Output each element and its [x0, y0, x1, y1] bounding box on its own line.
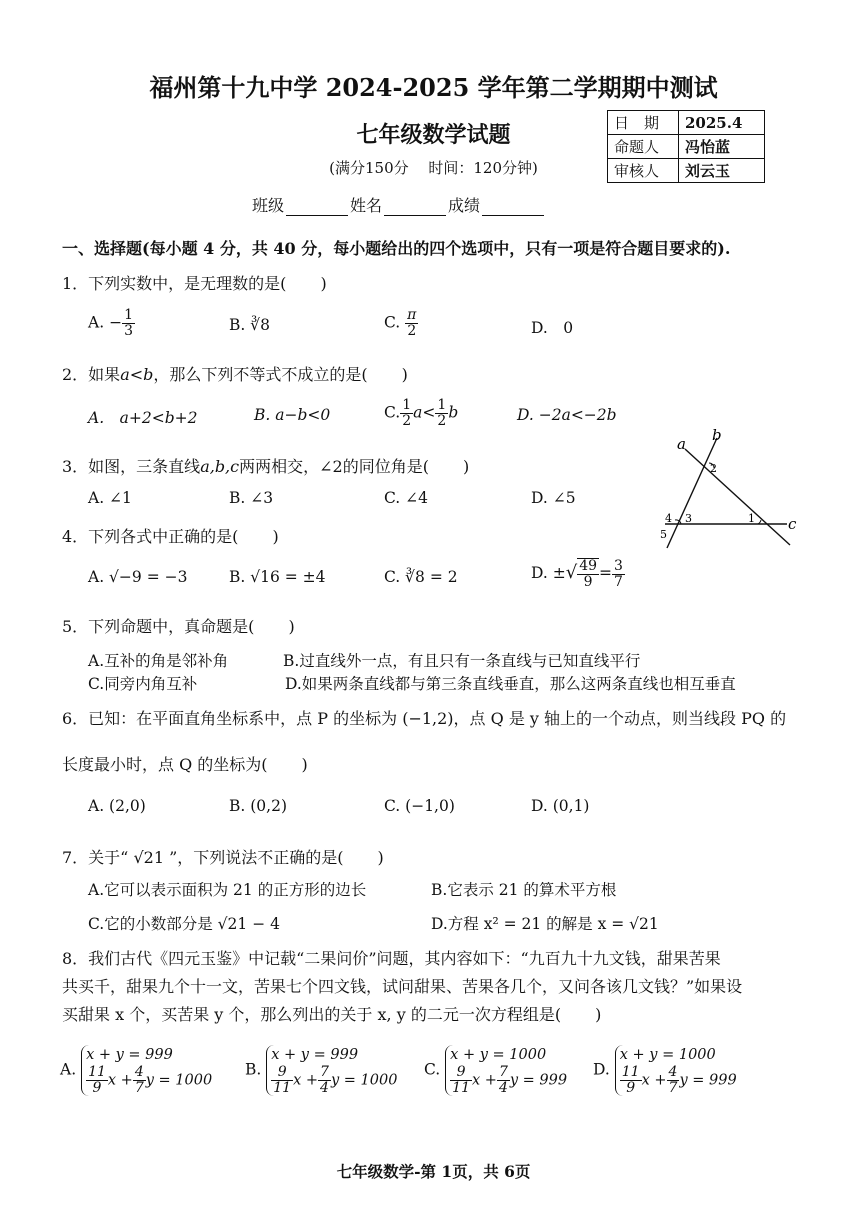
- equation-2: $\frac{9}{11}$ x + $\frac{7}{4}$ y = 1000: [273, 1064, 398, 1096]
- equation-1: x + y = 999: [271, 1047, 359, 1063]
- q8-option-a[interactable]: [60, 1045, 212, 1096]
- q2-option-d[interactable]: D. −2a<−2b: [517, 406, 617, 424]
- label-b: b: [712, 426, 722, 444]
- q5-option-a[interactable]: A.互补的角是邻补角: [88, 652, 229, 670]
- q8-option-c[interactable]: [424, 1045, 567, 1096]
- q3-option-c[interactable]: C. ∠4: [384, 489, 429, 507]
- equals: =: [599, 564, 613, 582]
- q3-vars: a,b,c: [200, 457, 240, 476]
- equation-2: $\frac{9}{11}$ x + $\frac{7}{4}$ y = 999: [452, 1064, 568, 1096]
- question-8-line-2: 共买千，甜果九个十一文，苦果七个四文钱，试问甜果、苦果各几个，又问各该几文钱？”如果设: [62, 977, 743, 996]
- q4-option-d[interactable]: D. ±√ $\frac{49}{9}$ = $\frac{3}{7}$: [531, 557, 623, 590]
- page-footer: 七年级数学-第 1页，共 6页: [336, 1162, 531, 1181]
- question-1-stem: [62, 271, 327, 294]
- q1-option-c[interactable]: [384, 308, 418, 339]
- question-6-line-2: [62, 752, 308, 775]
- q1-option-d[interactable]: D. 0: [531, 319, 574, 337]
- q6-option-c[interactable]: C. (−1,0): [384, 797, 455, 815]
- option-label: C.: [384, 313, 401, 332]
- q7-option-b[interactable]: B.它表示 21 的算术平方根: [431, 881, 617, 899]
- student-info-line: [252, 193, 546, 216]
- q5-option-d[interactable]: D.如果两条直线都与第三条直线垂直，那么这两条直线也相互垂直: [285, 675, 736, 693]
- q3-option-d[interactable]: D. ∠5: [531, 489, 576, 507]
- info-value: 冯怡蓝: [679, 135, 765, 159]
- q7-option-a[interactable]: A.它可以表示面积为 21 的正方形的边长: [88, 881, 367, 899]
- angle-4-label: 4: [665, 512, 672, 525]
- q2-option-b[interactable]: B. a−b<0: [254, 406, 331, 424]
- fraction: $\frac{\pi}{2}$: [407, 307, 417, 339]
- question-6-line-1: 6．已知：在平面直角坐标系中，点 P 的坐标为 (−1,2)，点 Q 是 y 轴上的一个动点，则当线段 PQ 的: [62, 709, 787, 728]
- q7-close: ): [377, 848, 384, 867]
- score-blank[interactable]: [482, 199, 544, 216]
- q2-option-c[interactable]: [384, 398, 458, 429]
- label-a: a: [677, 435, 686, 453]
- section-heading: 一、选择题(每小题 4 分，共 40 分，每小题给出的四个选项中，只有一项是符合题目要求的).: [62, 239, 731, 258]
- q5-option-b[interactable]: B.过直线外一点，有且只有一条直线与已知直线平行: [283, 652, 641, 670]
- three-lines-figure: [645, 425, 805, 555]
- option-label: B.: [229, 316, 246, 334]
- question-8-line-1: 8．我们古代《四元玉鉴》中记载“二果问价”问题，其内容如下：“九百九十九文钱，甜果苦果: [62, 949, 721, 968]
- equation-1: x + y = 1000: [619, 1047, 716, 1063]
- equation-1: x + y = 999: [86, 1047, 173, 1063]
- equation-system: [266, 1045, 397, 1096]
- option-label: D.: [593, 1060, 610, 1079]
- angle-3-label: 3: [685, 512, 692, 525]
- equation-system: [445, 1045, 567, 1096]
- q6-option-b[interactable]: B. (0,2): [229, 797, 287, 815]
- q4-option-b[interactable]: B. √16 = ±4: [229, 568, 326, 586]
- exam-subtitle: 七年级数学试题: [356, 122, 511, 148]
- q5-option-c[interactable]: C.同旁内角互补: [88, 675, 198, 693]
- fraction: $\frac{3}{7}$: [614, 557, 623, 590]
- angle-1-label: 1: [748, 512, 755, 525]
- name-blank[interactable]: [384, 199, 446, 216]
- info-table: [607, 110, 765, 183]
- fraction: $\frac{1}{2}$: [437, 397, 447, 429]
- q1-close: ): [320, 274, 327, 293]
- q2-text: 2．如果: [62, 365, 121, 384]
- option-label: B.: [245, 1060, 262, 1079]
- q4-option-a[interactable]: A. √−9 = −3: [88, 568, 188, 586]
- q7-option-c[interactable]: C.它的小数部分是 √21 − 4: [88, 915, 280, 933]
- angle-5-label: 5: [660, 528, 667, 541]
- q1-option-a[interactable]: [88, 308, 135, 339]
- info-key: 审核人: [608, 159, 679, 183]
- question-7-stem: [62, 845, 384, 868]
- line-a: [685, 449, 790, 545]
- q8-option-d[interactable]: [593, 1045, 737, 1096]
- equation-system: [81, 1045, 212, 1096]
- question-3-stem: [62, 454, 469, 477]
- q2-text-2: ，那么下列不等式不成立的是(: [153, 365, 368, 384]
- q5-text: 5．下列命题中，真命题是(: [62, 617, 255, 636]
- name-label: 姓名: [350, 196, 383, 215]
- class-blank[interactable]: [286, 199, 348, 216]
- q1-text: 1．下列实数中，是无理数的是(: [62, 274, 287, 293]
- label-c: c: [788, 515, 797, 533]
- class-label: 班级: [252, 196, 285, 215]
- q2-option-a[interactable]: A. a+2<b+2: [88, 409, 198, 427]
- angle-2-label: 2: [710, 462, 717, 475]
- q3-text-2: 两两相交，∠2的同位角是(: [239, 457, 429, 476]
- info-row-date: [608, 111, 765, 135]
- q4-text: 4．下列各式中正确的是(: [62, 527, 239, 546]
- info-key: 命题人: [608, 135, 679, 159]
- info-value: 2025.4: [679, 111, 765, 135]
- q3-option-b[interactable]: B. ∠3: [229, 489, 274, 507]
- equation-1: x + y = 1000: [450, 1047, 547, 1063]
- info-row-reviewer: [608, 159, 765, 183]
- option-label: C.: [424, 1060, 441, 1079]
- option-label: A.: [60, 1060, 77, 1079]
- question-5-stem: [62, 614, 295, 637]
- q6-option-a[interactable]: A. (2,0): [88, 797, 146, 815]
- equation-2: $\frac{11}{9}$ x + $\frac{4}{7}$ y = 1000: [88, 1064, 213, 1096]
- expr: a<: [413, 403, 436, 422]
- q2-close: ): [401, 365, 408, 384]
- fraction: $\frac{1}{2}$: [402, 397, 412, 429]
- option-label: C.: [384, 403, 401, 422]
- q5-close: ): [288, 617, 295, 636]
- q8-option-b[interactable]: [245, 1045, 397, 1096]
- fraction: $\frac{1}{3}$: [124, 307, 133, 339]
- q4-close: ): [272, 527, 279, 546]
- q3-text: 3．如图，三条直线: [62, 457, 201, 476]
- question-4-stem: [62, 524, 279, 547]
- exam-title: 福州第十九中学 2024-2025 学年第二学期期中测试: [149, 73, 718, 102]
- info-row-author: [608, 135, 765, 159]
- info-key: 日 期: [608, 111, 679, 135]
- q6-text: 长度最小时，点 Q 的坐标为(: [62, 755, 268, 774]
- q6-option-d[interactable]: D. (0,1): [531, 797, 590, 815]
- q6-close: ): [301, 755, 308, 774]
- q1-option-b[interactable]: [229, 316, 270, 334]
- q3-option-a[interactable]: A. ∠1: [88, 489, 132, 507]
- q7-text: 7．关于“ √21 ”，下列说法不正确的是(: [62, 848, 344, 867]
- equation-system: [615, 1045, 737, 1096]
- score-label: 成绩: [448, 196, 481, 215]
- exam-meta: (满分150分 时间：120分钟): [329, 159, 538, 177]
- q4-option-c[interactable]: C. ∛8 = 2: [384, 568, 458, 586]
- q2-condition: a<b: [120, 365, 154, 384]
- expr: b: [448, 403, 459, 422]
- question-2-stem: [62, 362, 408, 385]
- q8-close: ): [595, 1005, 602, 1024]
- info-value: 刘云玉: [679, 159, 765, 183]
- equation-2: $\frac{11}{9}$ x + $\frac{4}{7}$ y = 999: [621, 1064, 737, 1096]
- option-label: D. ±: [531, 564, 566, 582]
- fraction: $\frac{49}{9}$: [579, 558, 598, 590]
- question-8-line-3: [62, 1002, 601, 1025]
- cube-root: ∛8: [250, 316, 271, 334]
- q3-close: ): [462, 457, 470, 476]
- q8-text: 买甜果 x 个，买苦果 y 个，那么列出的关于 x, y 的二元一次方程组是(: [62, 1005, 562, 1024]
- q7-option-d[interactable]: D.方程 x² = 21 的解是 x = √21: [431, 915, 659, 933]
- minus-sign: −: [109, 313, 123, 332]
- option-label: A.: [88, 313, 105, 332]
